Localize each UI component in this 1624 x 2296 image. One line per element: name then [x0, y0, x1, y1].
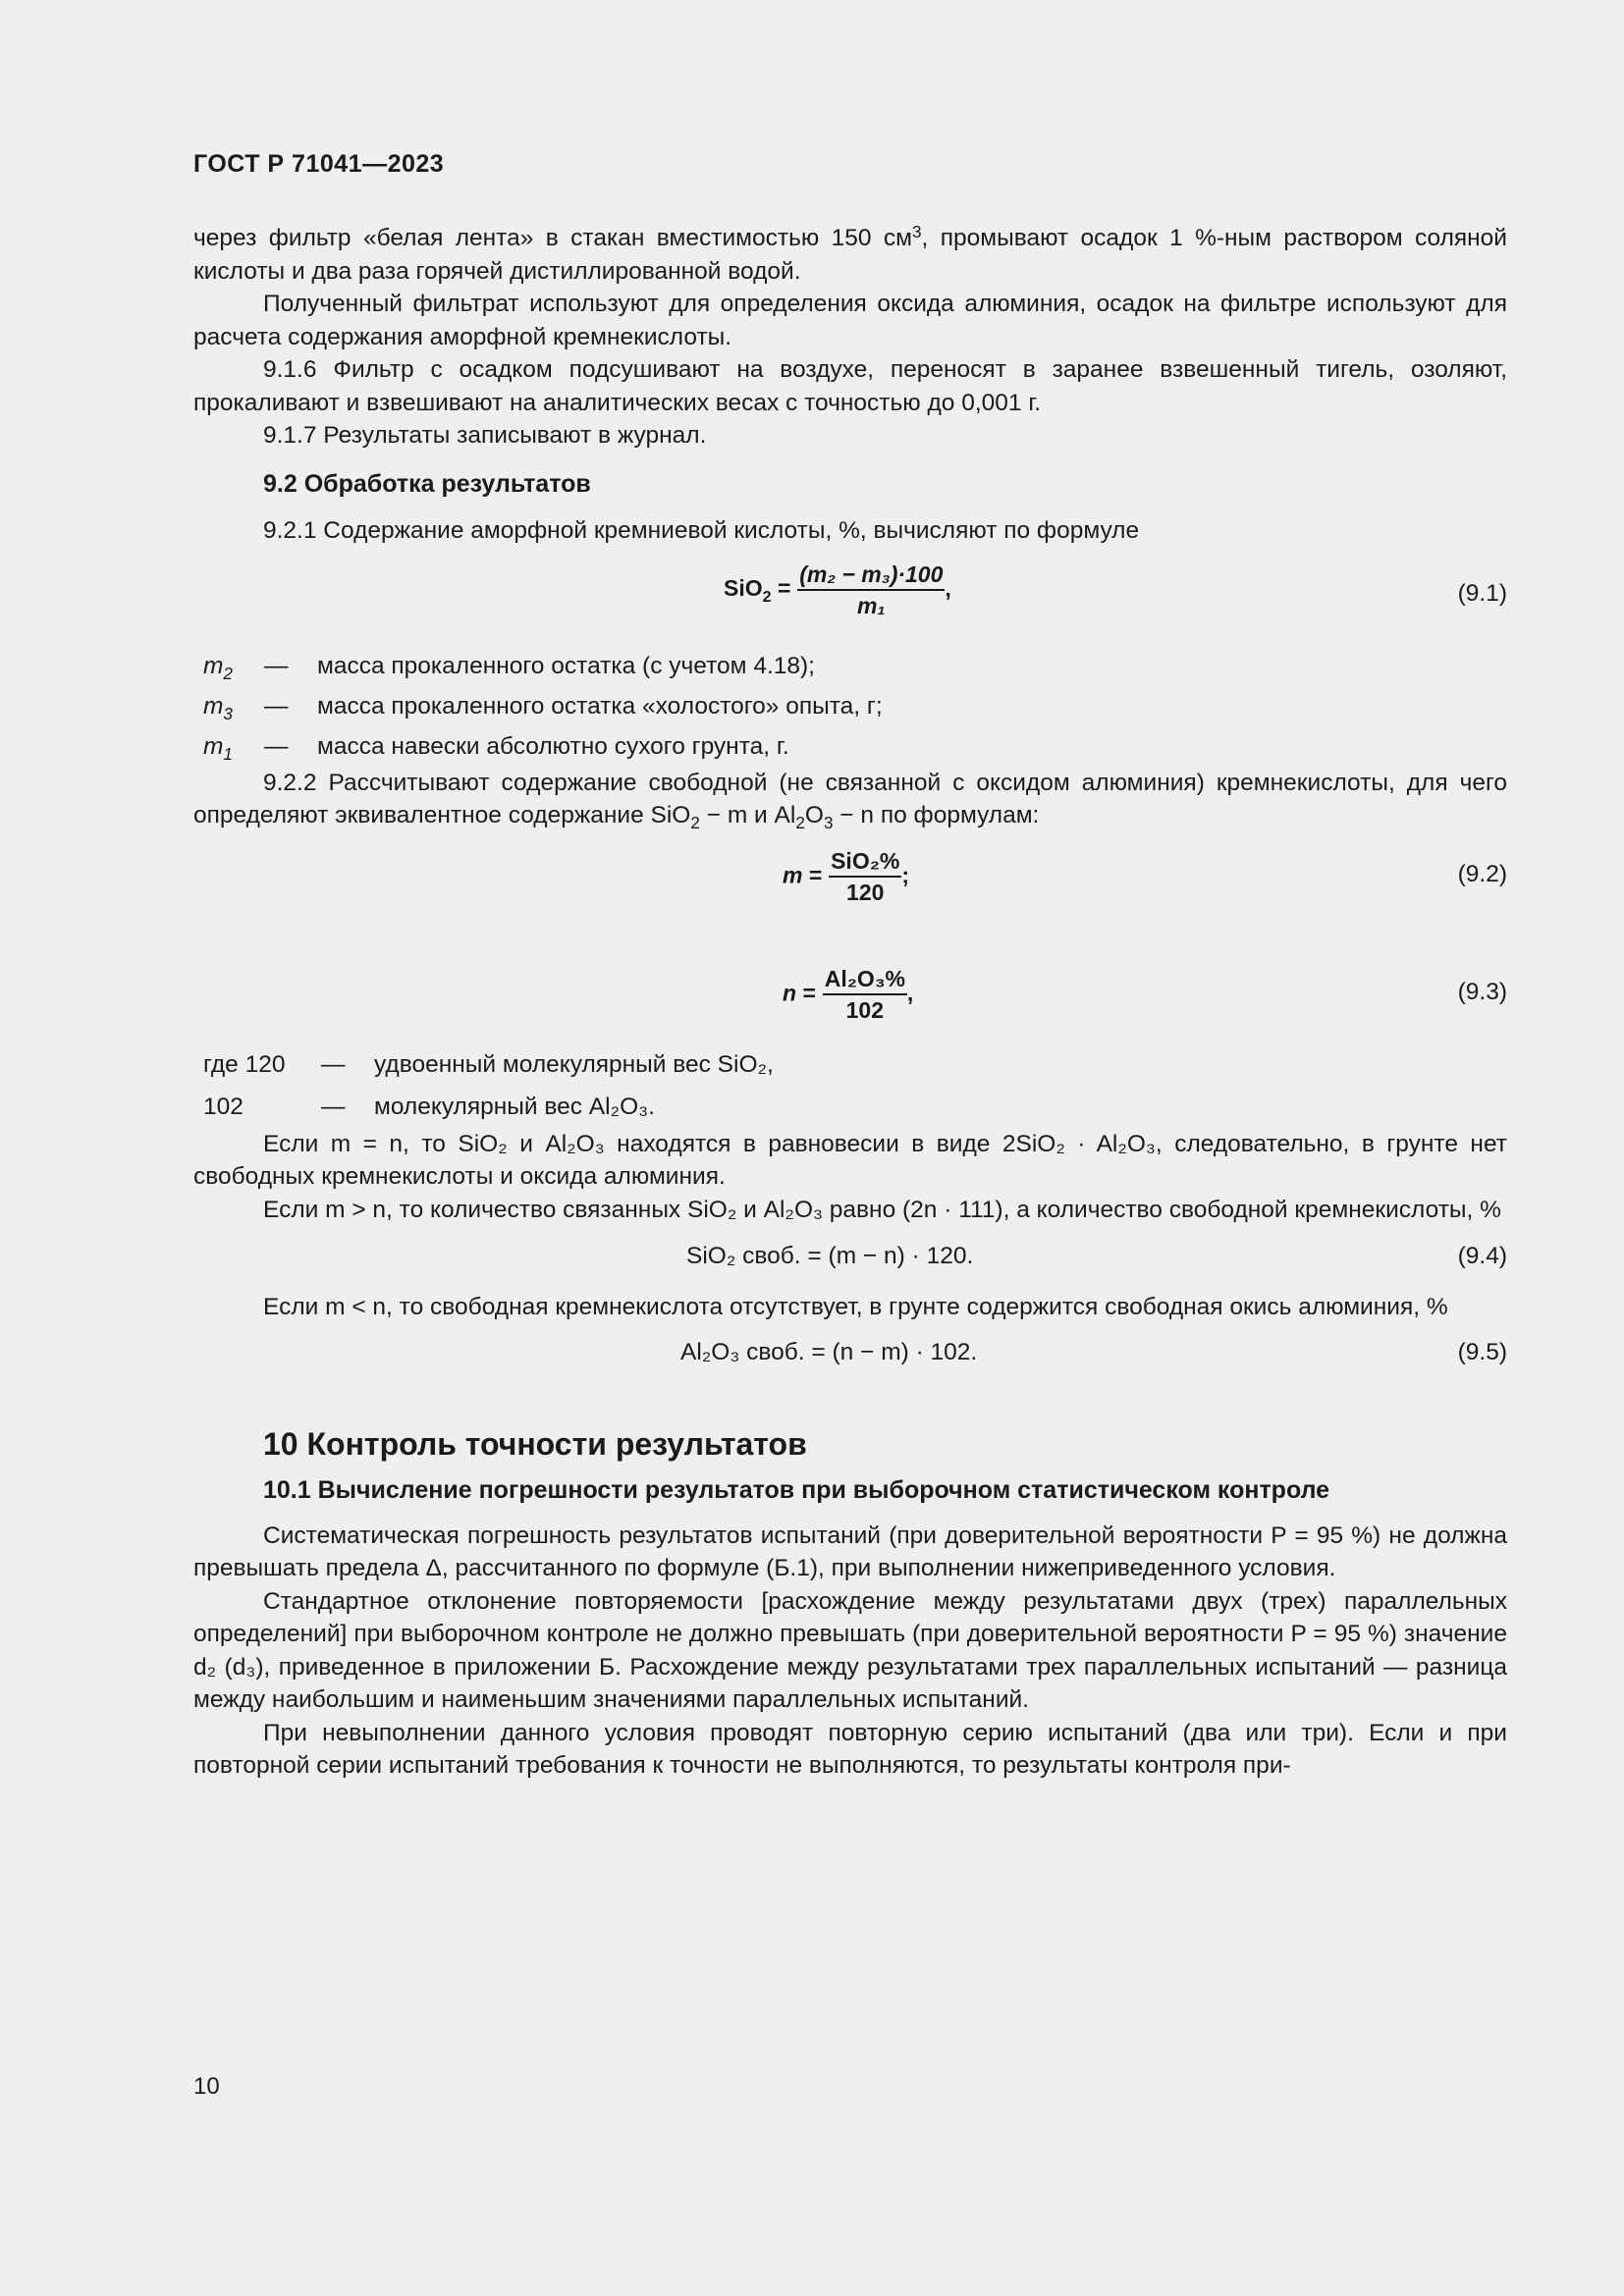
formula-numerator: (m₂ − m₃)·100: [797, 560, 945, 591]
formula-number: (9.2): [1457, 860, 1507, 887]
formula-9-5: [193, 1324, 1507, 1387]
paragraph-filtrate: Полученный фильтрат используют для определения оксида алюминия, осадок на фильтре используют для расчета содержания аморфной кремнекислоты.: [193, 291, 1507, 350]
paragraph-if-equal: Если m = n, то SiO₂ и Al₂O₃ находятся в равновесии в виде 2SiO₂ · Al₂O₃, следовательно, в грунте нет свободных кремнекислоты и оксида алюминия.: [193, 1130, 1507, 1190]
formula-denominator: 120: [846, 879, 885, 905]
paragraph-101-a: Систематическая погрешность результатов испытаний (при доверительной вероятности P = 95 %) не должна превышать предела Δ, рассчитанного по формуле (Б.1), при выполнении нижеприведенного условия.: [193, 1522, 1507, 1581]
paragraph-if-less: Если m < n, то свободная кремнекислота отсутствует, в грунте содержится свободная окись алюминия, %: [263, 1294, 1448, 1320]
legend-symbol: где 120: [203, 1050, 286, 1078]
legend-dash: —: [264, 652, 289, 679]
page-number: 10: [193, 2073, 220, 2100]
legend-symbol: $m_1$: [203, 732, 233, 764]
document-body: [193, 222, 1507, 1783]
formula-number: (9.5): [1457, 1338, 1507, 1365]
formula-numerator: Al₂O₃%: [823, 964, 907, 995]
legend-dash: —: [321, 1093, 346, 1120]
formula-9-3: n = $\frac{\text{Al₂O₃\%}}{102}$ , (9.3): [783, 965, 1507, 1023]
section-heading-10-1: 10.1 Вычисление погрешности результатов при выборочном статистическом контроле: [263, 1476, 1330, 1504]
paragraph-101-c: При невыполнении данного условия проводят повторную серию испытаний (два или три). Если и при повторной серии испытаний требования к точности не выполняются, то результаты контроля при-: [193, 1719, 1507, 1779]
formula-number: (9.4): [1457, 1243, 1507, 1269]
formula-fraction: [829, 846, 901, 907]
formula-numerator: SiO₂%: [829, 846, 901, 878]
paragraph-921: 9.2.1 Содержание аморфной кремниевой кислоты, %, вычисляют по формуле: [263, 517, 1140, 544]
legend-text: удвоенный молекулярный вес SiO₂,: [374, 1050, 774, 1078]
legend-dash: —: [264, 732, 289, 760]
formula-legend-2: [203, 1043, 1507, 1128]
section-heading-10: 10 Контроль точности результатов: [263, 1425, 807, 1462]
text-span: через фильтр «белая лента» в стакан вместимостью 150 см: [193, 225, 912, 251]
legend-dash: —: [321, 1050, 346, 1078]
formula-fraction: [797, 560, 945, 620]
formula-text: SiO₂ своб. = (m − n) · 120.: [686, 1243, 974, 1269]
legend-text: масса навески абсолютно сухого грунта, г.: [317, 732, 789, 760]
legend-dash: —: [264, 692, 289, 720]
text-span: , промывают осадок 1 %-ным раствором соляной кислоты и два раза горячей дистиллированной водой.: [193, 225, 1507, 285]
paragraph-if-greater: Если m > n, то количество связанных SiO₂ и Al₂O₃ равно (2n · 111), а количество свободной кремнекислоты, %: [263, 1196, 1501, 1223]
formula-denominator: m₁: [857, 592, 886, 618]
paragraph-101-b: Стандартное отклонение повторяемости [расхождение между результатами двух (трех) параллельных определений] при выборочном контроле не должно превышать (при доверительной вероятности P = 95 %) значение d₂ (d₃), приведенное в приложении Б. Расхождение между результатами трех параллельных испытаний — разница между наибольшим и наименьшим значениями параллельных испытаний.: [193, 1587, 1507, 1713]
section-heading-9-2: 9.2 Обработка результатов: [263, 469, 591, 498]
legend-text: масса прокаленного остатка «холостого» опыта, г;: [317, 692, 883, 720]
formula-denominator: 102: [845, 996, 884, 1023]
formula-9-1: SiO$_2$ = $\frac{\text{(m₂ − m₃)·100}}{\text{m₁}}$ , (9.1): [724, 561, 1507, 618]
paragraph-916: 9.1.6 Фильтр с осадком подсушивают на воздухе, переносят в заранее взвешенный тигель, озоляют, прокаливают и взвешивают на аналитических весах с точностью до 0,001 г.: [193, 356, 1507, 416]
superscript: 3: [912, 222, 922, 241]
formula-number: (9.1): [1457, 579, 1507, 607]
legend-symbol: $m_2$: [203, 652, 233, 683]
paragraph-917: 9.1.7 Результаты записывают в журнал.: [263, 422, 707, 449]
formula-9-4: [193, 1226, 1507, 1291]
formula-number: (9.3): [1457, 978, 1507, 1005]
paragraph-filter: [193, 222, 1507, 288]
legend-text: масса прокаленного остатка (с учетом 4.18);: [317, 652, 815, 679]
formula-text: Al₂O₃ своб. = (n − m) · 102.: [680, 1338, 978, 1365]
formula-legend: [203, 646, 1507, 767]
legend-symbol: $m_3$: [203, 692, 233, 723]
formula-fraction: [823, 964, 907, 1025]
formula-9-2: m = $\frac{\text{SiO₂\%}}{120}$ ; (9.2): [783, 847, 1507, 905]
paragraph-922: 9.2.2 Рассчитывают содержание свободной (не связанной с оксидом алюминия) кремнекислоты, для чего определяют эквивалентное содержание SiO$_2$ − m и $Al_2O_3 - n$ по формулам:: [193, 769, 1507, 832]
formula-lhs: m: [783, 861, 803, 887]
formula-lhs: n: [783, 979, 797, 1005]
formula-lhs: SiO$_2$ =: [724, 574, 791, 606]
document-header: ГОСТ Р 71041—2023: [193, 150, 445, 178]
legend-text: молекулярный вес Al₂O₃.: [374, 1093, 655, 1120]
legend-symbol: 102: [203, 1093, 244, 1120]
